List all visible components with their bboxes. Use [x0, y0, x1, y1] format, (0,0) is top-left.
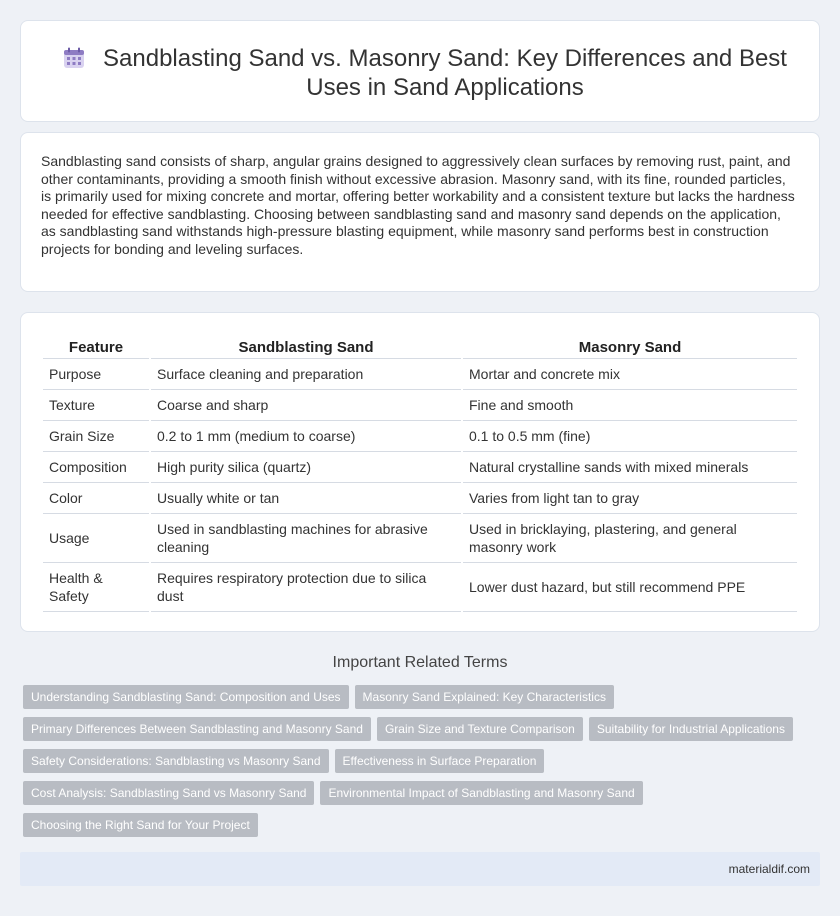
sandblasting-cell: Usually white or tan [151, 483, 461, 514]
related-terms-heading: Important Related Terms [332, 654, 508, 671]
masonry-cell: Fine and smooth [463, 390, 797, 421]
column-header-feature: Feature [43, 333, 149, 359]
related-term-link[interactable]: Safety Considerations: Sandblasting vs Masonry Sand [23, 749, 329, 773]
sandblasting-cell: High purity silica (quartz) [151, 452, 461, 483]
feature-cell: Color [43, 483, 149, 514]
page-title: Sandblasting Sand vs. Masonry Sand: Key Differences and Best Uses in Sand Applications [103, 45, 787, 101]
footer-bar [20, 852, 820, 886]
title-card [20, 20, 820, 122]
column-header-masonry: Masonry Sand [463, 333, 797, 359]
sandblasting-cell: 0.2 to 1 mm (medium to coarse) [151, 421, 461, 452]
sandblasting-cell: Used in sandblasting machines for abrasive cleaning [151, 514, 461, 563]
related-term-link[interactable]: Suitability for Industrial Applications [589, 717, 793, 741]
masonry-cell: Lower dust hazard, but still recommend PPE [463, 563, 797, 612]
table-row [43, 452, 797, 483]
intro-card [20, 132, 820, 292]
comparison-table-card [20, 312, 820, 632]
related-term-link[interactable]: Cost Analysis: Sandblasting Sand vs Masonry Sand [23, 781, 314, 805]
related-term-link[interactable]: Environmental Impact of Sandblasting and Masonry Sand [320, 781, 642, 805]
table-row [43, 421, 797, 452]
related-term-link[interactable]: Masonry Sand Explained: Key Characteristics [355, 685, 614, 709]
feature-cell: Usage [43, 514, 149, 563]
masonry-cell: Used in bricklaying, plastering, and general masonry work [463, 514, 797, 563]
footer-site-link[interactable]: materialdif.com [728, 862, 810, 876]
table-header-row [43, 333, 797, 359]
related-terms-list [23, 685, 803, 845]
related-term-link[interactable]: Grain Size and Texture Comparison [377, 717, 583, 741]
related-term-link[interactable]: Primary Differences Between Sandblasting and Masonry Sand [23, 717, 371, 741]
table-row [43, 483, 797, 514]
intro-paragraph: Sandblasting sand consists of sharp, angular grains designed to aggressively clean surfaces by removing rust, paint, and other contaminants, providing a smooth finish without excessive abrasion. Masonry sand, with its fine, rounded particles, is primarily used for mixing concrete and mortar, offering better workability and a consistent texture but lacks the hardness needed for effective sandblasting. Choosing between sandblasting sand and masonry sand depends on the application, as sandblasting sand withstands high-pressure blasting equipment, while masonry sand performs best in construction projects for bonding and leveling surfaces. [41, 153, 795, 257]
table-row [43, 563, 797, 612]
masonry-cell: Mortar and concrete mix [463, 359, 797, 390]
masonry-cell: Natural crystalline sands with mixed minerals [463, 452, 797, 483]
sandblasting-cell: Requires respiratory protection due to silica dust [151, 563, 461, 612]
column-header-sandblasting: Sandblasting Sand [151, 333, 461, 359]
related-term-link[interactable]: Understanding Sandblasting Sand: Composition and Uses [23, 685, 349, 709]
feature-cell: Grain Size [43, 421, 149, 452]
feature-cell: Health & Safety [43, 563, 149, 612]
related-term-link[interactable]: Choosing the Right Sand for Your Project [23, 813, 258, 837]
masonry-cell: 0.1 to 0.5 mm (fine) [463, 421, 797, 452]
table-row [43, 359, 797, 390]
feature-cell: Composition [43, 452, 149, 483]
feature-cell: Texture [43, 390, 149, 421]
feature-cell: Purpose [43, 359, 149, 390]
sandblasting-cell: Surface cleaning and preparation [151, 359, 461, 390]
table-row [43, 514, 797, 563]
related-term-link[interactable]: Effectiveness in Surface Preparation [335, 749, 545, 773]
table-row [43, 390, 797, 421]
sandblasting-cell: Coarse and sharp [151, 390, 461, 421]
comparison-table [41, 333, 799, 612]
masonry-cell: Varies from light tan to gray [463, 483, 797, 514]
